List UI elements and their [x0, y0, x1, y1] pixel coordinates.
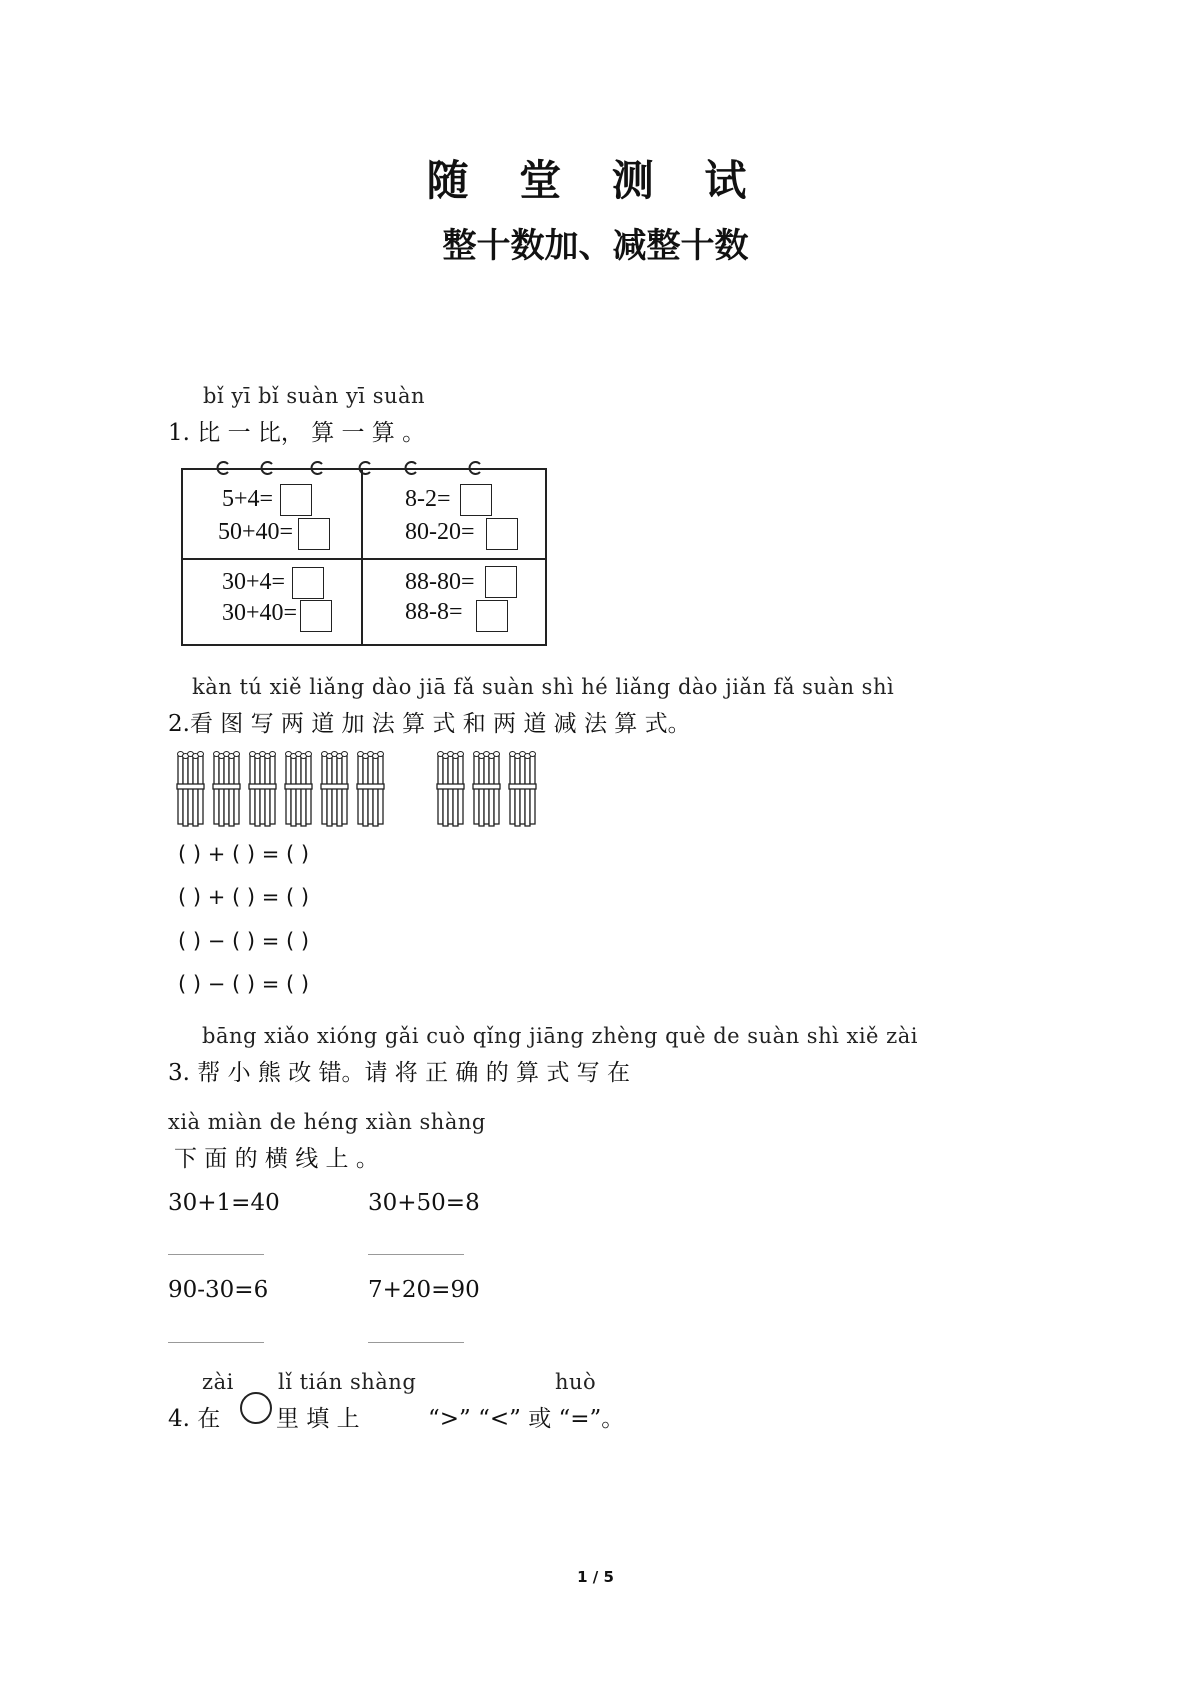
q4-pinyin-b: lǐ tián shàng [278, 1370, 417, 1394]
q3-text-1: 3. 帮 小 熊 改 错。请 将 正 确 的 算 式 写 在 [168, 1060, 630, 1086]
q1-cell3-b: 30+40= [222, 600, 298, 626]
q2-line-4[interactable]: ( ) − ( ) = ( ) [178, 972, 310, 996]
q3-eq-1: 30+1=40 [168, 1190, 280, 1216]
stick-bundle-icon [213, 752, 240, 827]
stick-bundle-icon [509, 752, 536, 827]
stick-bundle-icon [177, 752, 204, 827]
q4-text-b: 里 填 上 [276, 1406, 360, 1432]
q1-cell3-a: 30+4= [222, 569, 286, 595]
page-title: 随 堂 测 试 [426, 156, 765, 205]
q2-line-1[interactable]: ( ) + ( ) = ( ) [178, 842, 310, 866]
q1-cell1-a: 5+4= [222, 486, 274, 512]
q2-pinyin: kàn tú xiě liǎng dào jiā fǎ suàn shì hé liǎng dào jiǎn fǎ suàn shì [192, 675, 895, 699]
answer-line[interactable] [168, 1254, 264, 1255]
q4-text-a: 4. 在 [168, 1406, 221, 1432]
stick-bundles-image [170, 748, 570, 830]
q1-pinyin: bǐ yī bǐ suàn yī suàn [203, 384, 426, 408]
q4-pinyin-c: huò [555, 1370, 597, 1394]
q1-cell4-a: 88-80= [405, 569, 475, 595]
q2-line-2[interactable]: ( ) + ( ) = ( ) [178, 885, 310, 909]
table-divider-v [361, 470, 363, 644]
q1-cell1-b: 50+40= [218, 519, 294, 545]
q3-pinyin-1: bāng xiǎo xióng gǎi cuò qǐng jiāng zhèng què de suàn shì xiě zài [202, 1024, 918, 1048]
stick-bundle-icon [321, 752, 348, 827]
page-number: 1 / 5 [577, 1568, 614, 1586]
q1-text: 1. 比 一 比， 算 一 算 。 [168, 420, 426, 446]
stick-bundle-icon [473, 752, 500, 827]
q4-text-c: “>” “<” 或 “=”。 [428, 1406, 625, 1432]
q1-cell4-b: 88-8= [405, 599, 463, 625]
q3-eq-2: 30+50=8 [368, 1190, 480, 1216]
q2-text: 2.看 图 写 两 道 加 法 算 式 和 两 道 减 法 算 式。 [168, 711, 691, 737]
answer-box[interactable] [476, 600, 508, 632]
answer-box[interactable] [280, 484, 312, 516]
stick-bundle-icon [357, 752, 384, 827]
q3-eq-4: 7+20=90 [368, 1277, 480, 1303]
answer-line[interactable] [368, 1342, 464, 1343]
answer-box[interactable] [300, 600, 332, 632]
q1-cell2-a: 8-2= [405, 486, 451, 512]
answer-box[interactable] [486, 518, 518, 550]
q3-text-2: 下 面 的 横 线 上 。 [174, 1146, 379, 1172]
answer-box[interactable] [460, 484, 492, 516]
stick-bundle-icon [249, 752, 276, 827]
answer-line[interactable] [168, 1342, 264, 1343]
table-divider-h [183, 558, 545, 560]
answer-box[interactable] [485, 566, 517, 598]
answer-box[interactable] [292, 567, 324, 599]
q3-eq-3: 90-30=6 [168, 1277, 269, 1303]
stick-bundle-icon [285, 752, 312, 827]
q2-line-3[interactable]: ( ) − ( ) = ( ) [178, 929, 310, 953]
circle-icon [240, 1392, 272, 1424]
q3-pinyin-2: xià miàn de héng xiàn shàng [168, 1110, 486, 1134]
answer-line[interactable] [368, 1254, 464, 1255]
q4-pinyin-a: zài [202, 1370, 234, 1394]
stick-bundle-icon [437, 752, 464, 827]
page-subtitle: 整十数加、减整十数 [442, 226, 749, 266]
answer-box[interactable] [298, 518, 330, 550]
q1-cell2-b: 80-20= [405, 519, 475, 545]
ring-marks-icon [200, 458, 500, 480]
